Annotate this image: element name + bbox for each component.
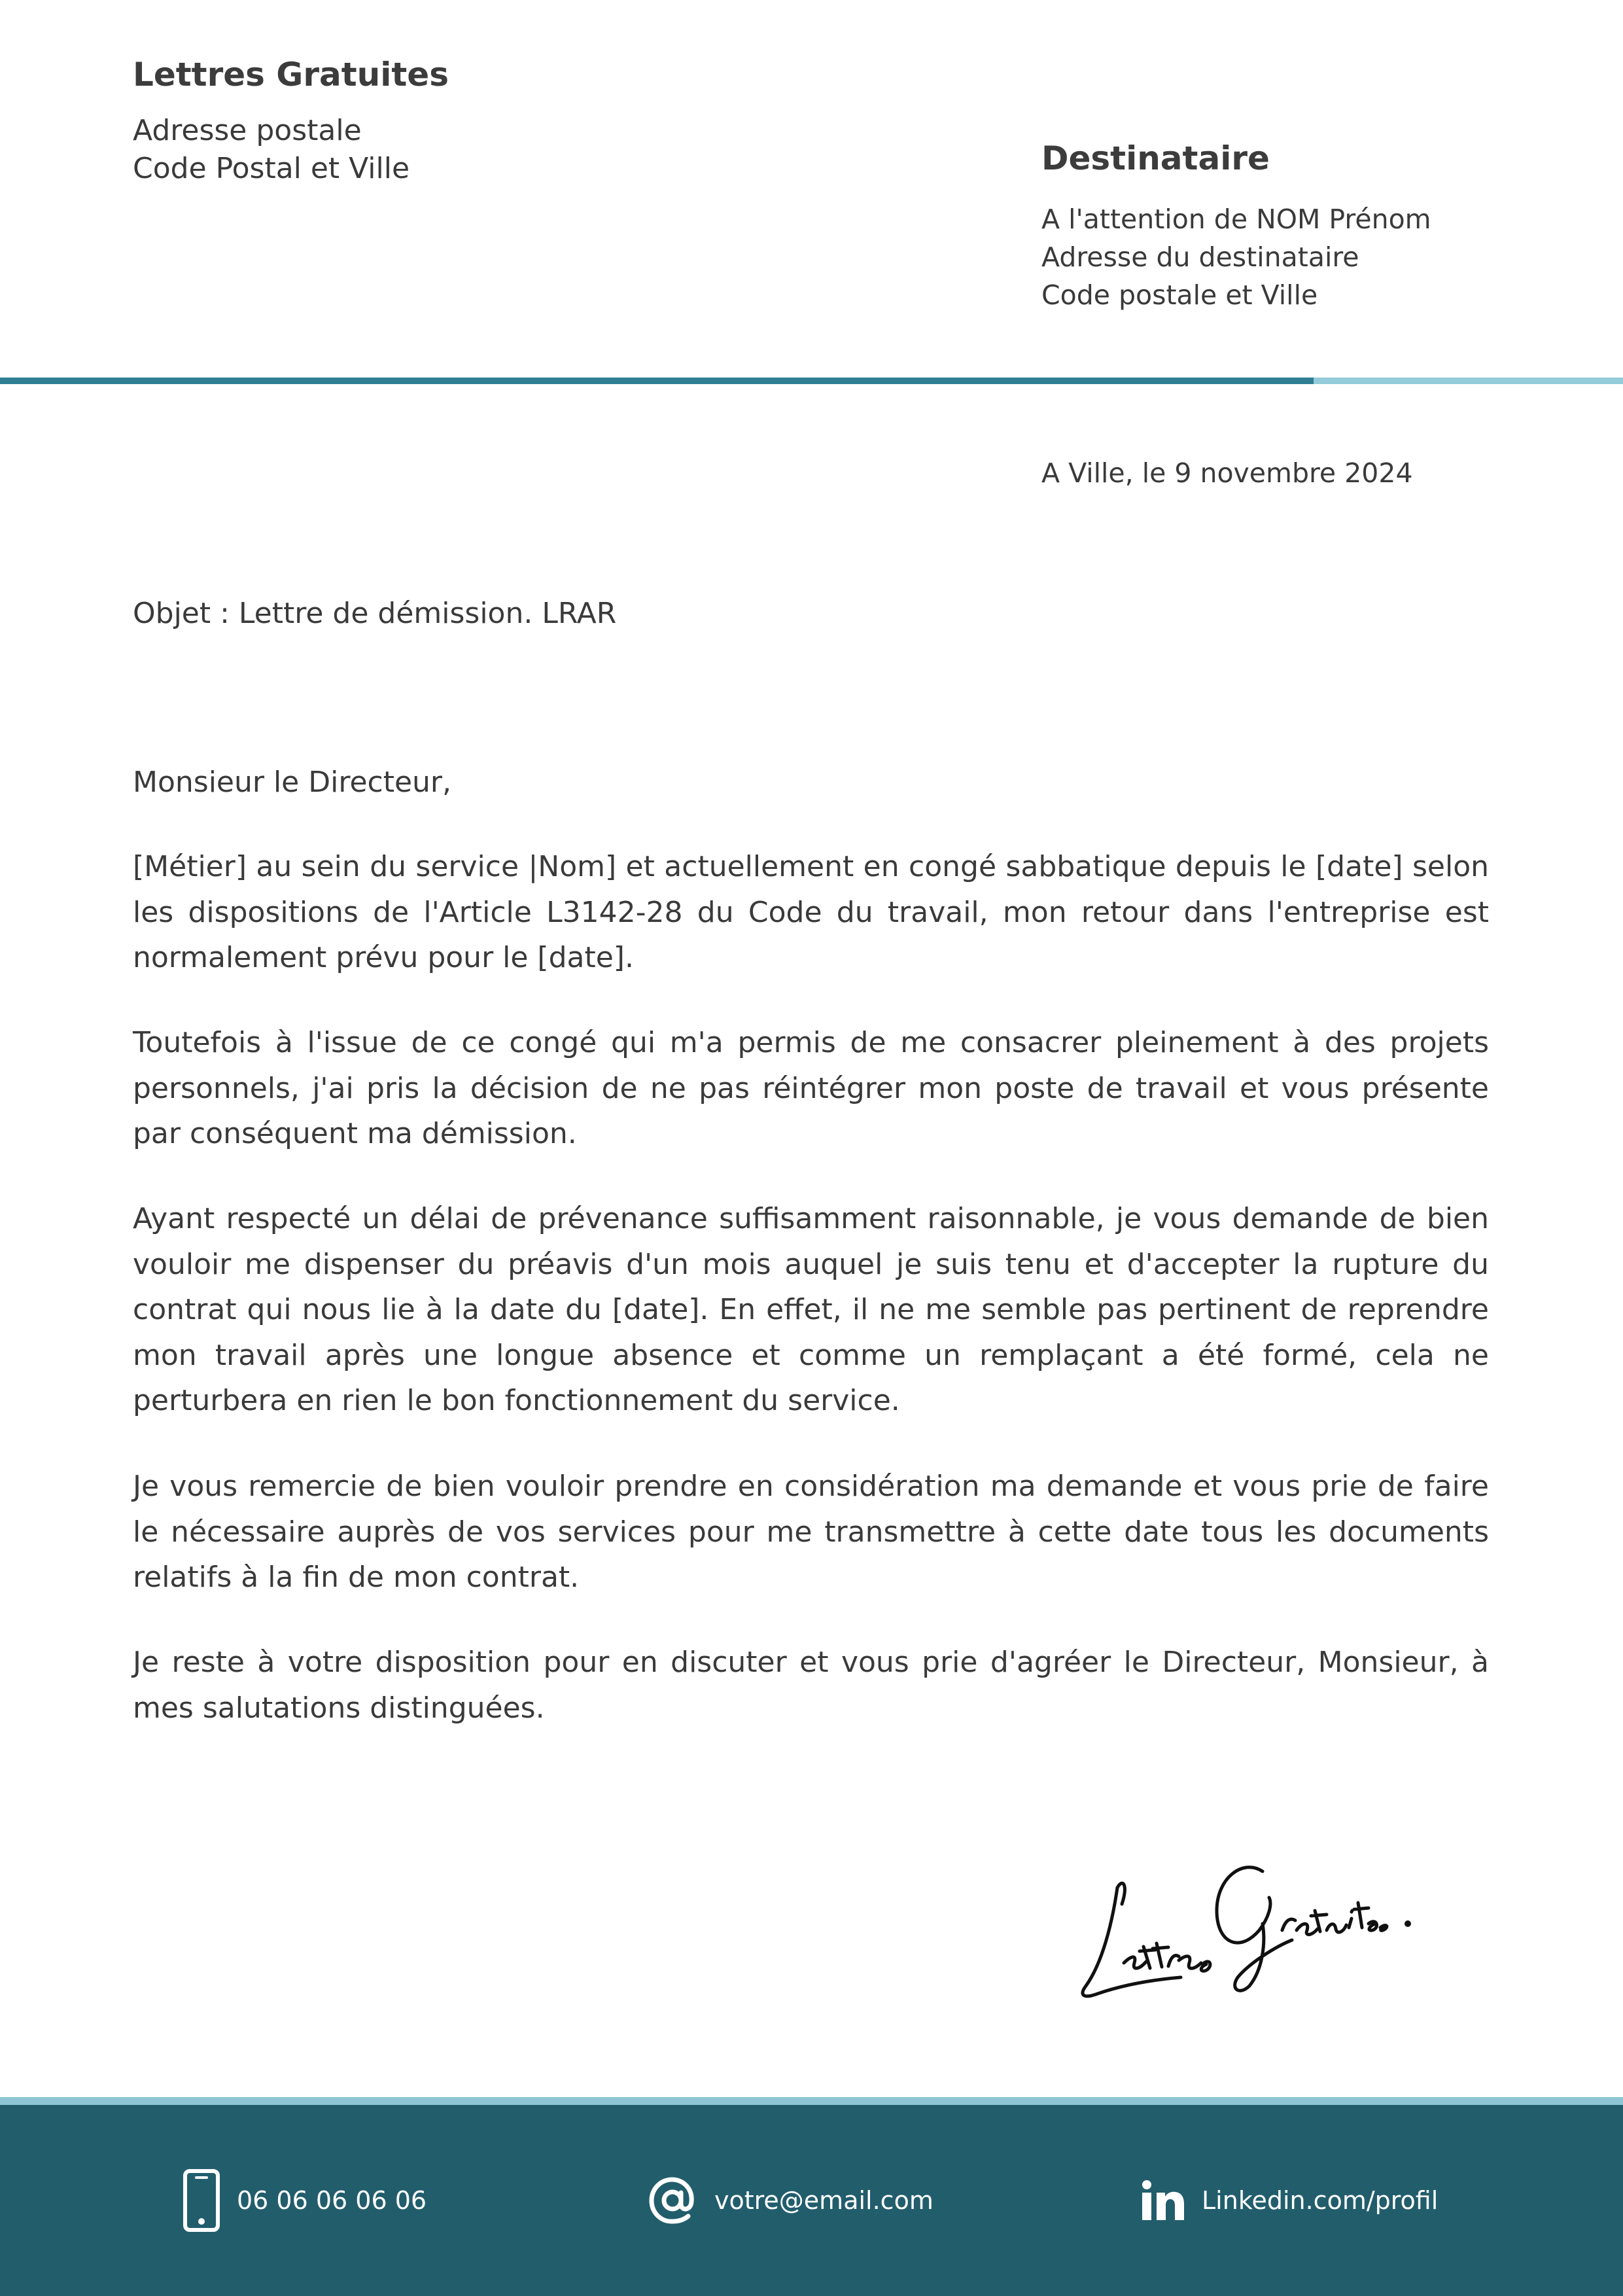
- footer-accent-bar: [0, 2097, 1623, 2105]
- footer-contact-bar: [0, 2105, 1623, 2296]
- recipient-address-line: Adresse du destinataire: [1041, 241, 1359, 273]
- footer-linkedin: [1142, 2105, 1438, 2296]
- footer-email: [648, 2105, 934, 2296]
- sender-name: Lettres Gratuites: [133, 56, 449, 94]
- header-divider-light: [1314, 378, 1623, 384]
- phone-icon: [183, 2169, 220, 2232]
- recipient-attention-line: A l'attention de NOM Prénom: [1041, 203, 1431, 235]
- footer-phone: [183, 2105, 427, 2296]
- greeting: Monsieur le Directeur,: [133, 766, 452, 799]
- body-paragraph: Je vous remercie de bien vouloir prendre en considération ma demande et vous prie de faire le nécessaire auprès de vos services pour me transmettre à cette date tous les documents relatifs à la fin de mon contrat.: [133, 1470, 1489, 1594]
- signature: [1066, 1832, 1446, 2002]
- body-paragraph: Toutefois à l'issue de ce congé qui m'a permis de me consacrer pleinement à des projets personnels, j'ai pris la décision de ne pas réintégrer mon poste de travail et vous présente par conséquent ma démission.: [133, 1026, 1489, 1150]
- footer-linkedin-text: Linkedin.com/profil: [1202, 2186, 1439, 2215]
- linkedin-icon: [1142, 2180, 1185, 2221]
- body-paragraph: Ayant respecté un délai de prévenance suffisamment raisonnable, je vous demande de bien vouloir me dispenser du préavis d'un mois auquel je suis tenu et d'accepter la rupture du contrat qui nous lie à la date du [date]. En effet, il ne me semble pas pertinent de reprendre mon travail après une longue absence et comme un remplaçant a été formé, cela ne perturbera en rien le bon fonctionnement du service.: [133, 1202, 1489, 1417]
- footer-email-text: votre@email.com: [714, 2186, 934, 2215]
- subject-line: Objet : Lettre de démission. LRAR: [133, 597, 617, 630]
- recipient-city-line: Code postale et Ville: [1041, 279, 1318, 311]
- body-paragraph: Je reste à votre disposition pour en discuter et vous prie d'agréer le Directeur, Monsieur, à mes salutations distinguées.: [133, 1646, 1489, 1725]
- footer-phone-text: 06 06 06 06 06: [237, 2186, 427, 2215]
- sender-address-line: Adresse postale: [133, 114, 362, 147]
- at-sign-icon: [648, 2176, 697, 2225]
- date-line: A Ville, le 9 novembre 2024: [1041, 457, 1413, 489]
- recipient-title: Destinataire: [1041, 139, 1270, 177]
- body-paragraph: [Métier] au sein du service |Nom] et actuellement en congé sabbatique depuis le [date] selon les dispositions de l'Article L3142-28 du Code du travail, mon retour dans l'entreprise est normalement prévu pour le [date].: [133, 850, 1489, 974]
- sender-city-line: Code Postal et Ville: [133, 152, 410, 185]
- header-divider-dark: [0, 378, 1314, 384]
